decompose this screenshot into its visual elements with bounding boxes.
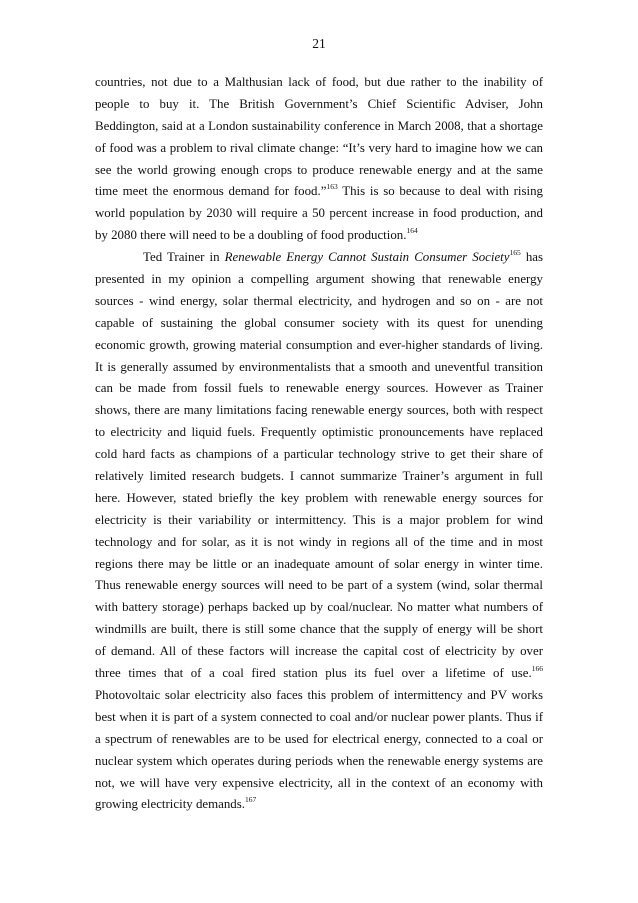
line-text: has	[520, 250, 544, 265]
text-line: can be made from fossil fuels to renewable energy sources. However as Trainer	[95, 381, 543, 396]
text-line	[95, 794, 543, 816]
line-text: This is so because to deal with rising	[337, 184, 543, 199]
text-line: with battery storage) perhaps backed up by coal/nuclear. No matter what numbers of	[95, 600, 543, 615]
text-line: shows, there are many limitations facing renewable energy sources, both with respect	[95, 403, 543, 418]
text-line: electricity is their variability or intermittency. This is a major problem for wind	[95, 512, 543, 527]
text-line: to electricity and liquid fuels. Frequently optimistic pronouncements have replaced	[95, 425, 543, 440]
text-line: of food was a problem to rival climate change: “It’s very hard to imagine how we can	[95, 140, 543, 155]
text-line: best when it is part of a system connected to coal and/or nuclear power plants. Thus if	[95, 709, 543, 724]
text-line	[95, 247, 543, 269]
text-line: economic growth, growing material consumption and ever-higher standards of living.	[95, 337, 543, 352]
text-line: Photovoltaic solar electricity also faces this problem of intermittency and PV works	[95, 687, 543, 702]
body-text	[95, 72, 543, 816]
line-text: by 2080 there will need to be a doubling of food production.	[95, 228, 407, 243]
text-line: countries, not due to a Malthusian lack of food, but due rather to the inability of	[95, 75, 543, 89]
line-text: three times that of a coal fired station plus its fuel over a lifetime of use.	[95, 666, 532, 681]
text-line: of demand. All of these factors will increase the capital cost of electricity by over	[95, 644, 543, 659]
page-number: 21	[312, 36, 326, 51]
line-text: growing electricity demands.	[95, 797, 245, 812]
text-line: sources - wind energy, solar thermal electricity, and hydrogen and so on - are not	[95, 293, 543, 308]
text-line: Thus renewable energy sources will need to be part of a system (wind, solar thermal	[95, 578, 543, 593]
text-line: see the world growing enough crops to produce renewable energy and at the same	[95, 162, 543, 177]
book-title: Renewable Energy Cannot Sustain Consumer Society	[224, 250, 510, 265]
text-line: not, we will have very expensive electricity, all in the context of an economy with	[95, 775, 543, 790]
text-line: regions there may be little or an inadequate amount of solar energy in winter time.	[95, 556, 543, 571]
line-text: time meet the enormous demand for food.”	[95, 184, 327, 199]
text-line: a spectrum of renewables are to be used for electrical energy, connected to a coal or	[95, 731, 543, 746]
text-line: relatively limited research budgets. I cannot summarize Trainer’s argument in full	[95, 469, 543, 484]
footnote-ref: 164	[406, 226, 418, 236]
text-line: capable of sustaining the global consumer society with its quest for unending	[95, 315, 543, 330]
text-line: windmills are built, there is still some chance that the supply of energy will be short	[95, 622, 543, 637]
text-line	[95, 225, 543, 247]
footnote-ref: 163	[326, 182, 338, 192]
text-line: people to buy it. The British Government’s Chief Scientific Adviser, John	[95, 96, 543, 111]
text-line	[95, 181, 543, 203]
footnote-ref: 166	[531, 664, 543, 674]
text-line: It is generally assumed by environmentalists that a smooth and uneventful transition	[95, 359, 543, 374]
footnote-ref: 165	[509, 248, 521, 258]
footnote-ref: 167	[245, 795, 257, 805]
text-line: Beddington, said at a London sustainability conference in March 2008, that a shortage	[95, 118, 543, 133]
text-line: here. However, stated briefly the key problem with renewable energy sources for	[95, 490, 543, 505]
text-line: cold hard facts as champions of a particular technology strive to get their share of	[95, 447, 543, 462]
text-line: presented in my opinion a compelling argument showing that renewable energy	[95, 272, 543, 287]
line-text: Ted Trainer in	[143, 250, 225, 265]
text-line	[95, 663, 543, 685]
text-line: nuclear system which operates during periods when the renewable energy systems are	[95, 753, 543, 768]
text-line: technology and for solar, as it is not windy in regions all of the time and in most	[95, 534, 543, 549]
text-line: world population by 2030 will require a 50 percent increase in food production, and	[95, 206, 543, 221]
